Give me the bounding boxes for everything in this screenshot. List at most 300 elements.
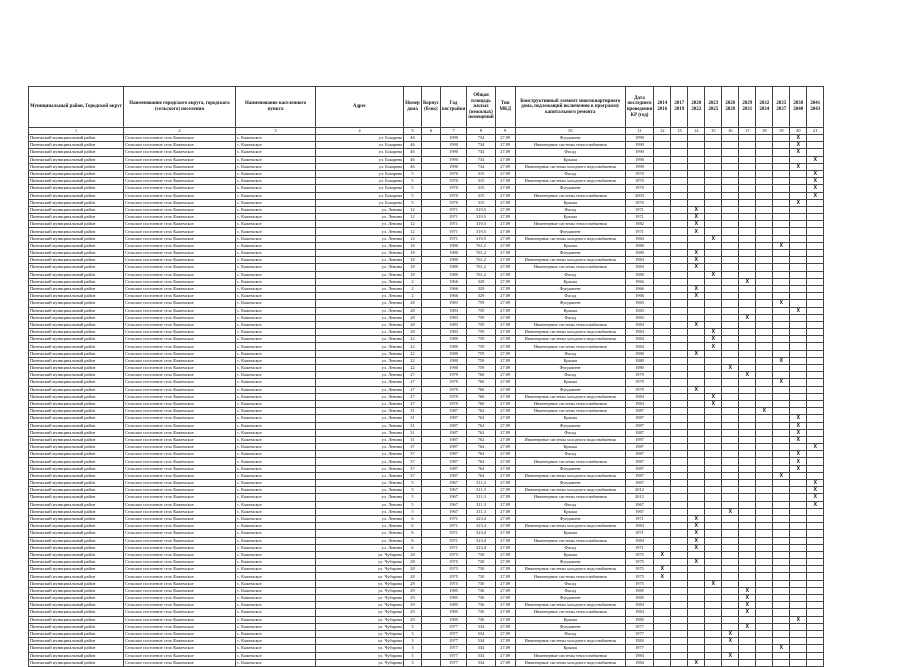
value-cell: 12 <box>404 235 422 242</box>
value-cell: 311,3 <box>467 494 495 501</box>
value-cell: 760 <box>467 372 495 379</box>
district-cell: Пинежский муниципальный район <box>29 400 124 407</box>
period-mark-cell <box>756 386 773 393</box>
period-mark-cell: X <box>688 523 705 530</box>
period-mark-cell: X <box>773 242 790 249</box>
period-mark-cell: X <box>807 444 824 451</box>
period-mark-cell <box>739 573 756 580</box>
period-mark-cell <box>688 652 705 659</box>
value-cell: 759 <box>467 357 495 364</box>
value-cell: 1987 <box>440 451 467 458</box>
value-cell: 12 <box>404 206 422 213</box>
period-mark-cell <box>739 544 756 551</box>
period-mark-cell <box>671 602 688 609</box>
period-mark-cell <box>688 192 705 199</box>
value-cell <box>422 508 441 515</box>
value-cell: 27.09 <box>495 142 515 149</box>
value-cell: 1980 <box>440 365 467 372</box>
value-cell: 1977 <box>440 623 467 630</box>
value-cell: 27.09 <box>495 537 515 544</box>
address-cell: ул. Ленина <box>316 415 404 422</box>
address-cell: ул. Бокарева <box>316 149 404 156</box>
value-cell <box>422 559 441 566</box>
period-mark-cell <box>688 408 705 415</box>
period-mark-cell: X <box>688 515 705 522</box>
value-cell: 1980 <box>440 336 467 343</box>
period-mark-cell: X <box>688 285 705 292</box>
value-cell: 1970 <box>440 170 467 177</box>
settlement-cell: Сельское поселение село Кажемское <box>124 307 236 314</box>
value-cell <box>422 451 441 458</box>
period-mark-cell: X <box>790 465 807 472</box>
period-mark-cell: X <box>688 250 705 257</box>
address-cell: ул. Ленина <box>316 285 404 292</box>
address-cell: ул. Ленина <box>316 451 404 458</box>
district-cell: Пинежский муниципальный район <box>29 142 124 149</box>
period-mark-cell <box>790 487 807 494</box>
value-cell: 27.09 <box>495 472 515 479</box>
period-mark-cell <box>671 357 688 364</box>
period-mark-cell <box>705 465 722 472</box>
table-row <box>29 307 824 314</box>
element-cell: Инженерные системы теплоснабжения <box>515 537 625 544</box>
district-cell: Пинежский муниципальный район <box>29 494 124 501</box>
period-mark-cell <box>671 530 688 537</box>
period-mark-cell <box>807 408 824 415</box>
period-mark-cell <box>807 530 824 537</box>
period-mark-cell <box>705 616 722 623</box>
period-mark-cell <box>773 214 790 221</box>
value-cell: 760 <box>467 386 495 393</box>
element-cell: Инженерные системы холодного водоснабжения <box>515 393 625 400</box>
value-cell: 22 <box>404 343 422 350</box>
period-mark-cell <box>705 530 722 537</box>
period-mark-cell <box>671 400 688 407</box>
period-mark-cell <box>739 242 756 249</box>
value-cell: 27.09 <box>495 508 515 515</box>
period-mark-cell <box>739 444 756 451</box>
period-mark-cell <box>739 630 756 637</box>
period-mark-cell <box>807 422 824 429</box>
settlement-cell: Сельское поселение село Кажемское <box>124 580 236 587</box>
period-mark-cell <box>671 336 688 343</box>
period-mark-cell <box>688 156 705 163</box>
element-cell: Фасад <box>515 544 625 551</box>
period-mark-cell <box>654 357 671 364</box>
period-mark-cell <box>790 357 807 364</box>
locality-cell: с. Кажемское <box>236 573 316 580</box>
table-row <box>29 264 824 271</box>
element-cell: Фасад <box>515 451 625 458</box>
table-row <box>29 278 824 285</box>
last-repair-cell: 1970 <box>625 185 654 192</box>
district-cell: Пинежский муниципальный район <box>29 357 124 364</box>
period-mark-cell <box>705 537 722 544</box>
period-mark-cell <box>790 566 807 573</box>
locality-cell: с. Кажемское <box>236 149 316 156</box>
value-cell: 319,5 <box>467 228 495 235</box>
address-cell: ул. Ленина <box>316 350 404 357</box>
period-mark-cell <box>654 501 671 508</box>
address-cell: ул. Ленина <box>316 429 404 436</box>
period-mark-cell <box>705 544 722 551</box>
value-cell: 27.09 <box>495 271 515 278</box>
district-cell: Пинежский муниципальный район <box>29 652 124 659</box>
last-repair-cell: 1990 <box>625 142 654 149</box>
address-cell: ул. Ленина <box>316 321 404 328</box>
value-cell: 1985 <box>440 595 467 602</box>
period-mark-cell <box>739 523 756 530</box>
period-mark-cell <box>790 285 807 292</box>
element-cell: Фундамент <box>515 465 625 472</box>
settlement-cell: Сельское поселение село Кажемское <box>124 250 236 257</box>
value-cell: 1987 <box>440 408 467 415</box>
period-mark-cell <box>807 206 824 213</box>
period-mark-cell <box>790 365 807 372</box>
value-cell <box>422 170 441 177</box>
period-mark-cell <box>756 314 773 321</box>
period-mark-cell <box>807 566 824 573</box>
value-cell <box>422 465 441 472</box>
settlement-cell: Сельское поселение село Кажемское <box>124 185 236 192</box>
period-mark-cell <box>756 178 773 185</box>
value-cell <box>422 573 441 580</box>
value-cell: 1967 <box>440 487 467 494</box>
period-mark-cell <box>671 609 688 616</box>
value-cell: 1977 <box>440 645 467 652</box>
value-cell: 27 <box>404 386 422 393</box>
period-mark-cell <box>739 480 756 487</box>
settlement-cell: Сельское поселение село Кажемское <box>124 170 236 177</box>
period-mark-cell <box>756 659 773 666</box>
period-mark-cell <box>705 630 722 637</box>
last-repair-cell: 1980 <box>625 357 654 364</box>
table-row <box>29 537 824 544</box>
period-mark-cell <box>688 472 705 479</box>
period-mark-cell <box>790 595 807 602</box>
locality-cell: с. Кажемское <box>236 372 316 379</box>
last-repair-cell: 1966 <box>625 293 654 300</box>
period-mark-cell <box>773 508 790 515</box>
settlement-cell: Сельское поселение село Кажемское <box>124 278 236 285</box>
period-mark-cell <box>773 228 790 235</box>
period-mark-cell <box>688 630 705 637</box>
address-cell: ул. Ленина <box>316 242 404 249</box>
district-cell: Пинежский муниципальный район <box>29 199 124 206</box>
element-cell: Фундамент <box>515 559 625 566</box>
period-mark-cell: X <box>739 623 756 630</box>
value-cell: 311,3 <box>467 487 495 494</box>
value-cell: 37 <box>404 472 422 479</box>
element-cell: Инженерные системы холодного водоснабжения <box>515 336 625 343</box>
value-cell: 762 <box>467 422 495 429</box>
last-repair-cell: 1984 <box>625 321 654 328</box>
element-cell: Фасад <box>515 429 625 436</box>
period-mark-cell <box>790 544 807 551</box>
address-cell: ул. Ленина <box>316 257 404 264</box>
element-cell: Инженерные системы холодного водоснабжения <box>515 472 625 479</box>
period-mark-cell <box>756 472 773 479</box>
value-cell <box>422 623 441 630</box>
table-row <box>29 293 824 300</box>
period-mark-cell <box>671 487 688 494</box>
table-row <box>29 372 824 379</box>
value-cell: 759 <box>467 300 495 307</box>
period-mark-cell <box>807 573 824 580</box>
period-mark-cell <box>756 350 773 357</box>
value-cell: 22 <box>404 350 422 357</box>
value-cell: 1985 <box>440 602 467 609</box>
district-cell: Пинежский муниципальный район <box>29 329 124 336</box>
period-mark-cell <box>705 451 722 458</box>
period-mark-cell <box>773 487 790 494</box>
period-mark-cell <box>671 170 688 177</box>
period-mark-cell <box>756 372 773 379</box>
settlement-cell: Сельское поселение село Кажемское <box>124 429 236 436</box>
period-mark-cell <box>671 307 688 314</box>
value-cell: 1980 <box>440 350 467 357</box>
value-cell: 1980 <box>440 242 467 249</box>
settlement-cell: Сельское поселение село Кажемское <box>124 602 236 609</box>
period-mark-cell <box>722 530 739 537</box>
settlement-cell: Сельское поселение село Кажемское <box>124 451 236 458</box>
value-cell: 730 <box>467 566 495 573</box>
district-cell: Пинежский муниципальный район <box>29 530 124 537</box>
period-mark-cell <box>671 149 688 156</box>
period-mark-cell: X <box>739 314 756 321</box>
value-cell: 27.09 <box>495 551 515 558</box>
period-mark-cell <box>756 566 773 573</box>
settlement-cell: Сельское поселение село Кажемское <box>124 422 236 429</box>
value-cell: 27.09 <box>495 652 515 659</box>
period-mark-cell <box>654 206 671 213</box>
district-cell: Пинежский муниципальный район <box>29 163 124 170</box>
last-repair-cell: 1980 <box>625 365 654 372</box>
period-mark-cell <box>654 537 671 544</box>
settlement-cell: Сельское поселение село Кажемское <box>124 566 236 573</box>
period-mark-cell <box>671 206 688 213</box>
settlement-cell: Сельское поселение село Кажемское <box>124 659 236 666</box>
locality-cell: с. Кажемское <box>236 365 316 372</box>
period-mark-cell <box>705 285 722 292</box>
value-cell: 46 <box>404 156 422 163</box>
period-mark-cell <box>722 250 739 257</box>
address-cell: ул. Чубарова <box>316 587 404 594</box>
locality-cell: с. Кажемское <box>236 386 316 393</box>
period-mark-cell <box>671 343 688 350</box>
table-row <box>29 400 824 407</box>
value-cell <box>422 242 441 249</box>
period-mark-cell <box>654 271 671 278</box>
value-cell <box>422 214 441 221</box>
locality-cell: с. Кажемское <box>236 551 316 558</box>
value-cell: 18 <box>404 271 422 278</box>
value-cell <box>422 185 441 192</box>
last-repair-cell: 1979 <box>625 379 654 386</box>
column-number: 9 <box>495 128 515 135</box>
period-mark-cell <box>671 178 688 185</box>
value-cell: 1990 <box>440 163 467 170</box>
period-mark-cell <box>688 436 705 443</box>
value-cell <box>422 365 441 372</box>
column-number: 10 <box>515 128 625 135</box>
address-cell: ул. Ленина <box>316 264 404 271</box>
period-mark-cell <box>807 393 824 400</box>
period-mark-cell <box>790 508 807 515</box>
period-mark-cell: X <box>739 609 756 616</box>
period-mark-cell <box>807 307 824 314</box>
period-mark-cell <box>722 264 739 271</box>
settlement-cell: Сельское поселение село Кажемское <box>124 336 236 343</box>
period-mark-cell <box>722 278 739 285</box>
period-mark-cell <box>722 257 739 264</box>
element-cell: Фасад <box>515 580 625 587</box>
value-cell: 534 <box>467 652 495 659</box>
period-mark-cell <box>654 199 671 206</box>
value-cell <box>422 523 441 530</box>
locality-cell: с. Кажемское <box>236 472 316 479</box>
value-cell: 1967 <box>440 508 467 515</box>
period-mark-cell <box>773 271 790 278</box>
period-mark-cell <box>705 300 722 307</box>
value-cell: 37 <box>404 451 422 458</box>
period-mark-cell <box>688 458 705 465</box>
period-mark-cell <box>722 515 739 522</box>
settlement-cell: Сельское поселение село Кажемское <box>124 314 236 321</box>
element-cell: Инженерные системы теплоснабжения <box>515 264 625 271</box>
last-repair-cell: 1990 <box>625 135 654 142</box>
table-row <box>29 515 824 522</box>
period-mark-cell: X <box>773 357 790 364</box>
value-cell: 27.09 <box>495 343 515 350</box>
period-mark-cell <box>671 250 688 257</box>
column-header: Корпус (блок) <box>422 87 441 128</box>
column-header: Номер дома <box>404 87 422 128</box>
period-mark-cell <box>654 264 671 271</box>
period-mark-cell <box>807 300 824 307</box>
period-mark-cell: X <box>807 192 824 199</box>
last-repair-cell: 1967 <box>625 501 654 508</box>
period-mark-cell <box>688 587 705 594</box>
period-mark-cell <box>739 408 756 415</box>
address-cell: ул. Ленина <box>316 508 404 515</box>
period-mark-cell <box>688 551 705 558</box>
value-cell: 736 <box>467 587 495 594</box>
period-mark-cell <box>671 393 688 400</box>
period-mark-cell: X <box>790 458 807 465</box>
value-cell: 46 <box>404 163 422 170</box>
locality-cell: с. Кажемское <box>236 515 316 522</box>
element-cell: Крыша <box>515 242 625 249</box>
period-mark-cell <box>705 602 722 609</box>
period-mark-cell <box>654 135 671 142</box>
period-mark-cell <box>773 465 790 472</box>
period-mark-cell <box>654 343 671 350</box>
value-cell <box>422 566 441 573</box>
period-mark-cell <box>756 142 773 149</box>
period-mark-cell <box>705 458 722 465</box>
last-repair-cell: 1987 <box>625 472 654 479</box>
value-cell: 31 <box>404 422 422 429</box>
value-cell: 18 <box>404 264 422 271</box>
column-header: 2026 2028 <box>722 87 739 128</box>
period-mark-cell <box>790 630 807 637</box>
table-row <box>29 314 824 321</box>
value-cell: 18 <box>404 257 422 264</box>
value-cell: 329 <box>467 278 495 285</box>
period-mark-cell <box>688 638 705 645</box>
period-mark-cell <box>705 221 722 228</box>
value-cell: 27.09 <box>495 422 515 429</box>
period-mark-cell <box>654 465 671 472</box>
period-mark-cell <box>688 271 705 278</box>
period-mark-cell <box>807 271 824 278</box>
value-cell: 28 <box>404 559 422 566</box>
value-cell <box>422 652 441 659</box>
settlement-cell: Сельское поселение село Кажемское <box>124 523 236 530</box>
period-mark-cell <box>722 314 739 321</box>
district-cell: Пинежский муниципальный район <box>29 285 124 292</box>
period-mark-cell: X <box>807 156 824 163</box>
period-mark-cell <box>654 559 671 566</box>
period-mark-cell <box>722 501 739 508</box>
value-cell: 27.09 <box>495 242 515 249</box>
locality-cell: с. Кажемское <box>236 508 316 515</box>
settlement-cell: Сельское поселение село Кажемское <box>124 271 236 278</box>
period-mark-cell <box>705 422 722 429</box>
last-repair-cell: 1970 <box>625 178 654 185</box>
period-mark-cell <box>756 307 773 314</box>
settlement-cell: Сельское поселение село Кажемское <box>124 487 236 494</box>
locality-cell: с. Кажемское <box>236 242 316 249</box>
value-cell <box>422 616 441 623</box>
table-row <box>29 271 824 278</box>
period-mark-cell <box>671 638 688 645</box>
period-mark-cell <box>739 472 756 479</box>
period-mark-cell <box>722 523 739 530</box>
value-cell: 27.09 <box>495 386 515 393</box>
period-mark-cell <box>688 422 705 429</box>
period-mark-cell <box>756 293 773 300</box>
period-mark-cell <box>671 630 688 637</box>
period-mark-cell <box>773 321 790 328</box>
locality-cell: с. Кажемское <box>236 436 316 443</box>
value-cell: 761,2 <box>467 250 495 257</box>
period-mark-cell <box>654 630 671 637</box>
last-repair-cell: 1980 <box>625 350 654 357</box>
period-mark-cell <box>739 465 756 472</box>
period-mark-cell <box>790 336 807 343</box>
last-repair-cell: 1990 <box>625 163 654 170</box>
address-cell: ул. Ленина <box>316 422 404 429</box>
period-mark-cell <box>756 300 773 307</box>
period-mark-cell <box>773 393 790 400</box>
value-cell <box>422 156 441 163</box>
period-mark-cell: X <box>773 645 790 652</box>
period-mark-cell <box>705 379 722 386</box>
table-row <box>29 602 824 609</box>
table-row <box>29 609 824 616</box>
value-cell: 27.09 <box>495 199 515 206</box>
period-mark-cell <box>688 573 705 580</box>
value-cell: 27.09 <box>495 408 515 415</box>
settlement-cell: Сельское поселение село Кажемское <box>124 300 236 307</box>
period-mark-cell <box>756 530 773 537</box>
locality-cell: с. Кажемское <box>236 300 316 307</box>
value-cell: 6 <box>404 544 422 551</box>
settlement-cell: Сельское поселение село Кажемское <box>124 343 236 350</box>
value-cell: 323,4 <box>467 537 495 544</box>
